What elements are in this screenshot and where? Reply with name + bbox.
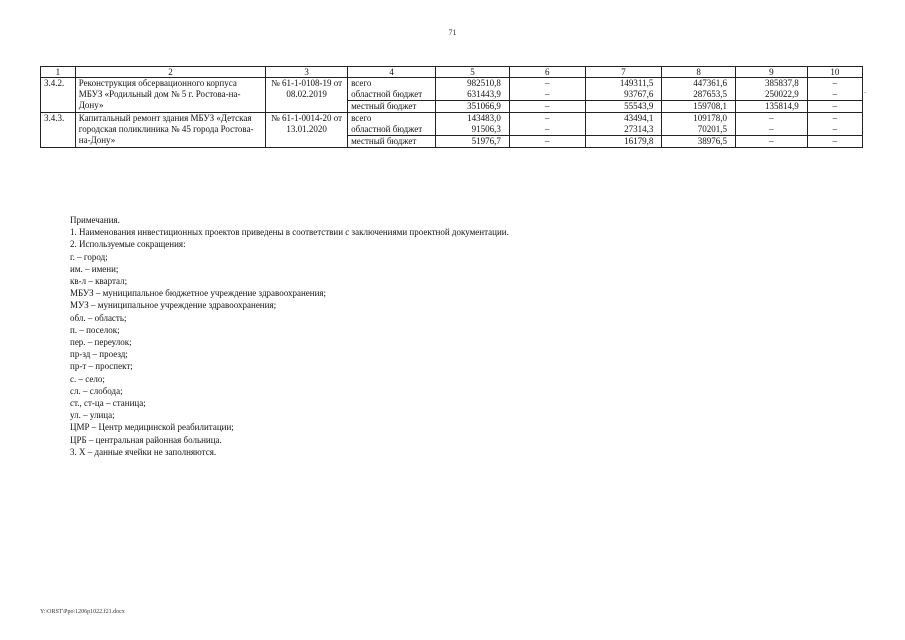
cell-value: 16179,8 [585,136,662,148]
cell-value: – [509,89,585,101]
cell-value: – [807,101,862,113]
abbreviation-line: ЦРБ – центральная районная больница. [70,434,222,445]
column-header: 10 [807,67,862,78]
abbreviation-line: кв-л – квартал; [70,276,128,287]
column-header: 2 [75,67,265,78]
project-code: 3.4.2. [41,78,76,113]
cell-value: 149311,5 [585,78,662,90]
cell-value: – [509,113,585,125]
cell-value: 135814,9 [736,101,808,113]
cell-value: 982510,8 [436,78,510,90]
table-row [41,78,863,90]
column-header: 8 [662,67,736,78]
project-name: Капитальный ремонт здания МБУЗ «Детская городская поликлиника № 45 города Ростова-на-Дону» [75,113,265,148]
table-header-row [41,67,863,78]
funding-source: местный бюджет [348,101,436,113]
cell-value: – [807,113,862,125]
note-line: 1. Наименования инвестиционных проектов приведены в соответствии с заключениями проектной документации. [70,227,509,238]
project-code: 3.4.3. [41,113,76,148]
page-number: 71 [448,28,457,37]
notes-section [70,214,850,458]
cell-value: 51976,7 [436,136,510,148]
note-line: 2. Используемые сокращения: [70,239,186,250]
abbreviation-line: пер. – переулок; [70,337,132,348]
column-header: 9 [736,67,808,78]
abbreviation-line: ул. – улица; [70,410,115,421]
abbreviation-line: пр-т – проспект; [70,361,133,372]
cell-value: 70201,5 [662,124,736,136]
cell-value: 91506,3 [436,124,510,136]
abbreviation-line: сл. – слобода; [70,385,123,396]
cell-value: 250022,9 [736,89,808,101]
project-document: № 61-1-0014-20 от 13.01.2020 [266,113,348,148]
abbreviation-line: ЦМР – Центр медицинской реабилитации; [70,422,234,433]
cell-value: 287653,5 [662,89,736,101]
cell-value: – [509,124,585,136]
cell-value: 385837,8 [736,78,808,90]
project-document: № 61-1-0108-19 от 08.02.2019 [266,78,348,113]
abbreviation-line: им. – имени; [70,263,119,274]
cell-value: 447361,6 [662,78,736,90]
cell-value: – [509,78,585,90]
column-header: 3 [266,67,348,78]
cell-value: – [736,113,808,125]
cell-value: 631443,9 [436,89,510,101]
cell-value: – [736,136,808,148]
cell-value: 43494,1 [585,113,662,125]
column-header: 6 [509,67,585,78]
table-row [41,113,863,125]
column-header: 7 [585,67,662,78]
abbreviation-line: МУЗ – муниципальное учреждение здравоохранения; [70,300,277,311]
cell-value: 159708,1 [662,101,736,113]
cell-value: 351066,9 [436,101,510,113]
cell-value: – [509,101,585,113]
cell-value: – [807,78,862,90]
abbreviation-line: ст., ст-ца – станица; [70,398,146,409]
notes-heading: Примечания. [70,215,120,225]
investment-projects-table [40,66,863,148]
cell-value: – [807,136,862,148]
funding-source: местный бюджет [348,136,436,148]
abbreviation-line: МБУЗ – муниципальное бюджетное учреждение здравоохранения; [70,288,327,299]
cell-value: – [509,136,585,148]
funding-source: всего [348,78,436,90]
note-line: 3. Х – данные ячейки не заполняются. [70,446,217,457]
abbreviation-line: с. – село; [70,373,105,384]
funding-source: всего [348,113,436,125]
project-name: Реконструкция обсервационного корпуса МБУЗ «Родильный дом № 5 г. Ростова-на-Дону» [75,78,265,113]
column-header: 1 [41,67,76,78]
footer-file-path: Y:\ORST\Ppo\1206p1022.f21.docx [40,609,125,615]
cell-value: – [807,124,862,136]
cell-value: 38976,5 [662,136,736,148]
cell-value: 55543,9 [585,101,662,113]
cell-value: 109178,0 [662,113,736,125]
cell-value: 93767,6 [585,89,662,101]
funding-source: областной бюджет [348,124,436,136]
funding-source: областной бюджет [348,89,436,101]
cell-value: 27314,3 [585,124,662,136]
abbreviation-line: п. – поселок; [70,324,120,335]
column-header: 4 [348,67,436,78]
abbreviation-line: пр-зд – проезд; [70,349,128,360]
abbreviation-line: обл. – область; [70,312,127,323]
abbreviation-line: г. – город; [70,251,108,262]
cell-value: 143483,0 [436,113,510,125]
side-mark: . [864,86,866,95]
cell-value: – [736,124,808,136]
column-header: 5 [436,67,510,78]
cell-value: – [807,89,862,101]
